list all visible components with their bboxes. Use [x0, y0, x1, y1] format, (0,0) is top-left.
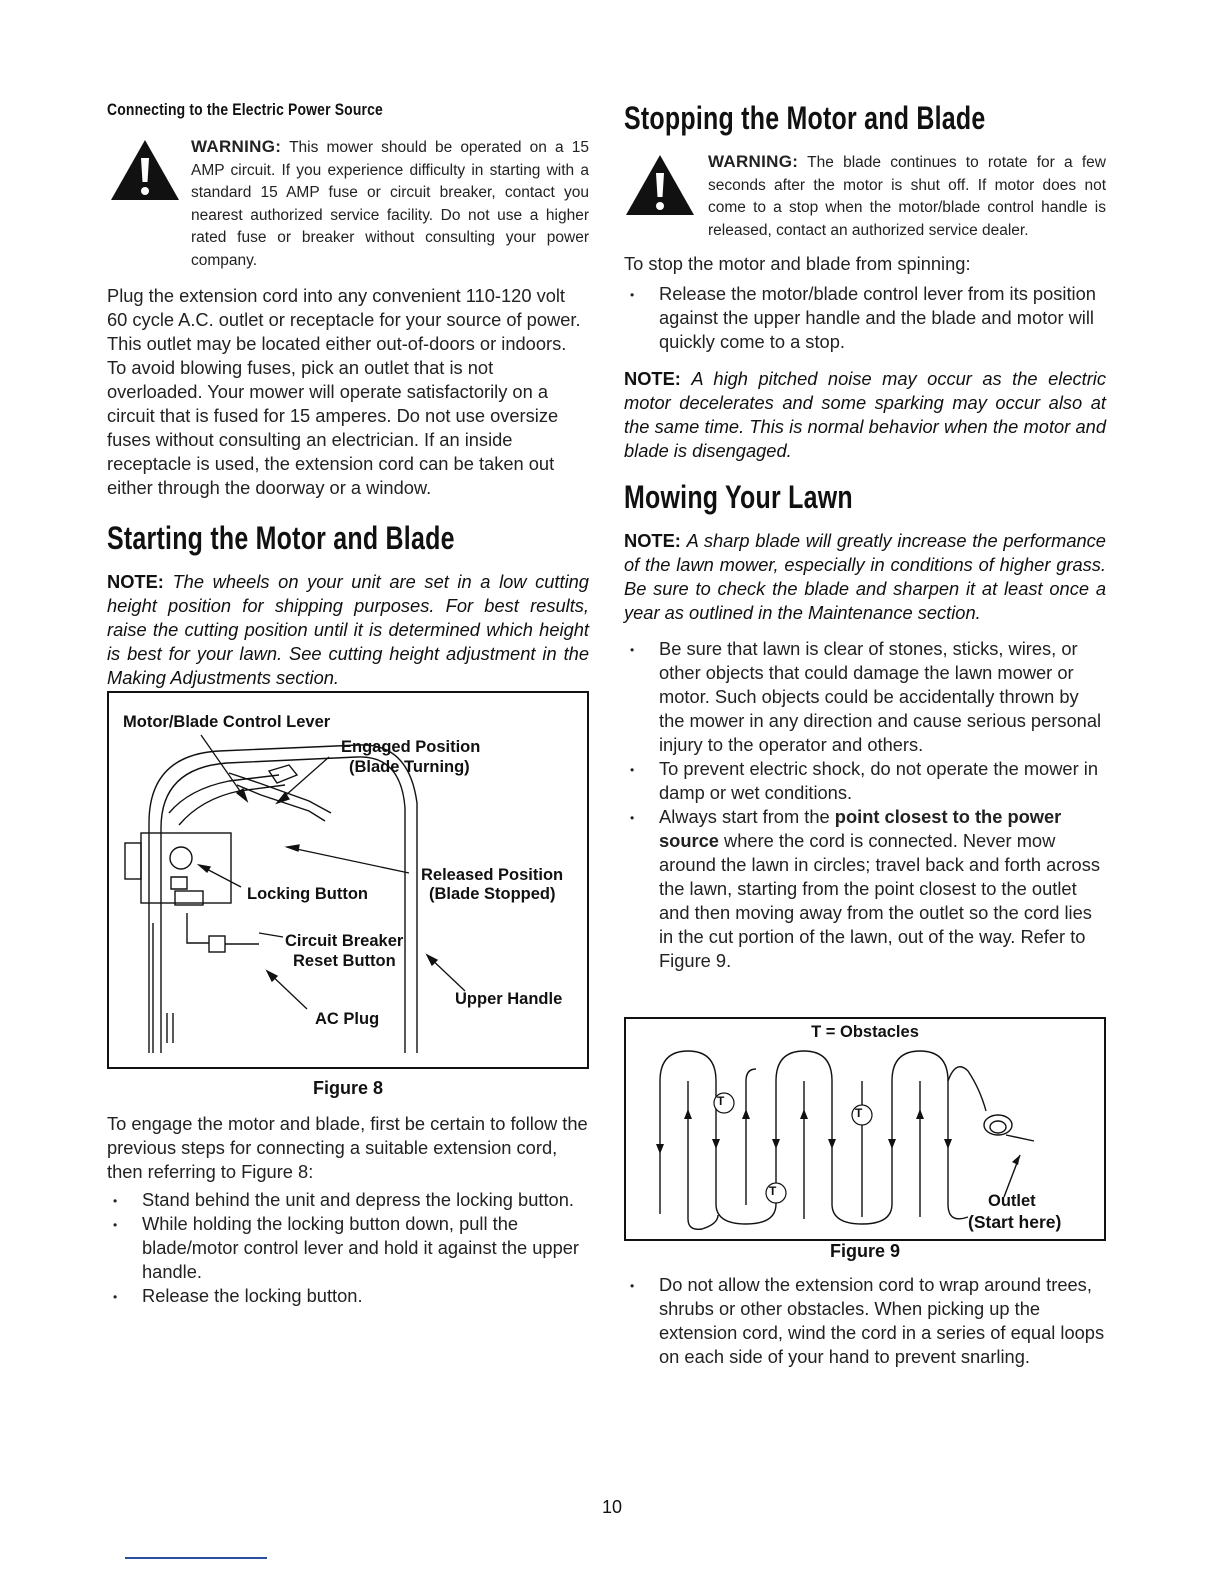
power-heading: Connecting to the Electric Power Source: [107, 100, 383, 119]
circuit-breaker-label: Circuit Breaker: [285, 932, 404, 950]
stop-warning-text: The blade continues to rotate for a few seconds after the motor is shut off. If motor does not come to a stop when the motor/blade control handle is released, contact an authorized service dealer.: [708, 154, 1106, 239]
cord-steps: [624, 1273, 1106, 1369]
obstacle-marker: T: [717, 1094, 725, 1108]
reset-button-label: Reset Button: [293, 952, 396, 970]
engaged-position-label: Engaged Position: [341, 738, 481, 756]
warning-triangle-icon: [107, 136, 191, 272]
locking-button-label: Locking Button: [247, 885, 368, 903]
stop-note-label: NOTE:: [624, 368, 681, 389]
mow-step-3-post: where the cord is connected. Never mow around the lawn in circles; travel back and forth across the lawn, starting from the point closest to the outlet and then moving away from the outlet so the cord lies in the cut portion of the lawn, out of the way. Refer to Figure 9.: [659, 830, 1100, 971]
mow-steps: [624, 637, 1106, 973]
stop-warning: [624, 151, 1106, 242]
stop-heading: Stopping the Motor and Blade: [624, 100, 986, 136]
stop-note-text: A high pitched noise may occur as the electric motor decelerates and some sparking may occur also at the same time. This is normal behavior when the motor and blade is disengaged.: [624, 368, 1106, 461]
mow-note-label: NOTE:: [624, 530, 681, 551]
obstacle-marker: T: [769, 1184, 777, 1198]
right-column: [624, 100, 1106, 973]
mow-heading: Mowing Your Lawn: [624, 479, 853, 515]
figure-9: [624, 1017, 1106, 1241]
obstacles-legend: T = Obstacles: [811, 1023, 919, 1041]
stop-intro: To stop the motor and blade from spinning:: [624, 253, 971, 274]
mow-step-3-pre: Always start from the: [659, 806, 830, 827]
figure-8: [107, 691, 589, 1069]
mow-note: [624, 529, 1106, 625]
start-note-label: NOTE:: [107, 571, 164, 592]
figure-8-caption: Figure 8: [312, 1078, 383, 1098]
engage-section: [107, 1112, 589, 1308]
obstacle-marker: T: [855, 1106, 863, 1120]
cord-section: [624, 1273, 1106, 1369]
blade-stopped-label: (Blade Stopped): [429, 885, 556, 903]
stop-warning-label: WARNING:: [708, 152, 799, 171]
list-item: • Release the motor/blade control lever from its position against the upper handle and the blade and motor will quickly come to a stop.: [624, 282, 1106, 354]
list-item: • To prevent electric shock, do not operate the mower in damp or wet conditions.: [624, 757, 1106, 805]
list-item: • Release the locking button.: [107, 1284, 589, 1308]
start-here-label: (Start here): [968, 1212, 1062, 1232]
list-item: [624, 805, 1106, 973]
warning-triangle-icon: [624, 151, 708, 242]
power-paragraph: Plug the extension cord into any convenient 110-120 volt 60 cycle A.C. outlet or receptacle for your source of power. This outlet may be located either out-of-doors or indoors. To avoid blowing fuses, pick an outlet that is not overloaded. Your mower will operate satisfactorily on a circuit that is fused for 15 amperes. Do not use oversize fuses without consulting an electrician. If an inside receptacle is used, the extension cord can be taken out either through the doorway or a window.: [107, 285, 581, 498]
figure-9-caption: Figure 9: [829, 1241, 900, 1261]
mow-note-text: A sharp blade will greatly increase the performance of the lawn mower, especially in conditions of higher grass. Be sure to check the blade and sharpen it at least once a year as outlined in the Maintenance section.: [624, 530, 1106, 623]
engage-paragraph: To engage the motor and blade, first be certain to follow the previous steps for connecting a suitable extension cord, then referring to Figure 8:: [107, 1113, 588, 1182]
released-position-label: Released Position: [421, 866, 564, 884]
power-warning-label: WARNING:: [191, 137, 282, 156]
upper-handle-label: Upper Handle: [455, 990, 563, 1008]
left-column: [107, 100, 589, 690]
list-item: • Do not allow the extension cord to wrap around trees, shrubs or other obstacles. When picking up the extension cord, wind the cord in a series of equal loops on each side of your hand to prevent snarling.: [624, 1273, 1106, 1369]
motor-lever-label: Motor/Blade Control Lever: [123, 713, 331, 731]
power-warning-text: This mower should be operated on a 15 AMP circuit. If you experience difficulty in starting with a standard 15 AMP fuse or circuit breaker, contact you nearest authorized service facility. Do not use a higher rated fuse or breaker without consulting your power company.: [191, 139, 589, 269]
list-item: • Be sure that lawn is clear of stones, sticks, wires, or other objects that could damage the lawn mower or motor. Such objects could be accidentally thrown by the mower in any direction and cause serious personal injury to the operator and others.: [624, 637, 1106, 757]
stop-steps: [624, 282, 1106, 354]
stop-note: [624, 367, 1106, 463]
list-item: • While holding the locking button down, pull the blade/motor control lever and hold it against the upper handle.: [107, 1212, 589, 1284]
power-warning: [107, 136, 589, 272]
footer-rule: [125, 1557, 267, 1559]
start-note: [107, 570, 589, 690]
mow-step-3-bold: point closest to the power source: [659, 806, 1062, 851]
page-number: 10: [601, 1497, 623, 1517]
list-item: • Stand behind the unit and depress the locking button.: [107, 1188, 589, 1212]
start-note-text: The wheels on your unit are set in a low cutting height position for shipping purposes. For best results, raise the cutting position until it is determined which height is best for your lawn. See cutting height adjustment in the Making Adjustments section.: [107, 571, 589, 688]
outlet-label: Outlet: [988, 1192, 1036, 1210]
ac-plug-label: AC Plug: [315, 1010, 380, 1028]
engage-steps: [107, 1188, 589, 1308]
start-heading: Starting the Motor and Blade: [107, 520, 455, 556]
blade-turning-label: (Blade Turning): [349, 758, 470, 776]
